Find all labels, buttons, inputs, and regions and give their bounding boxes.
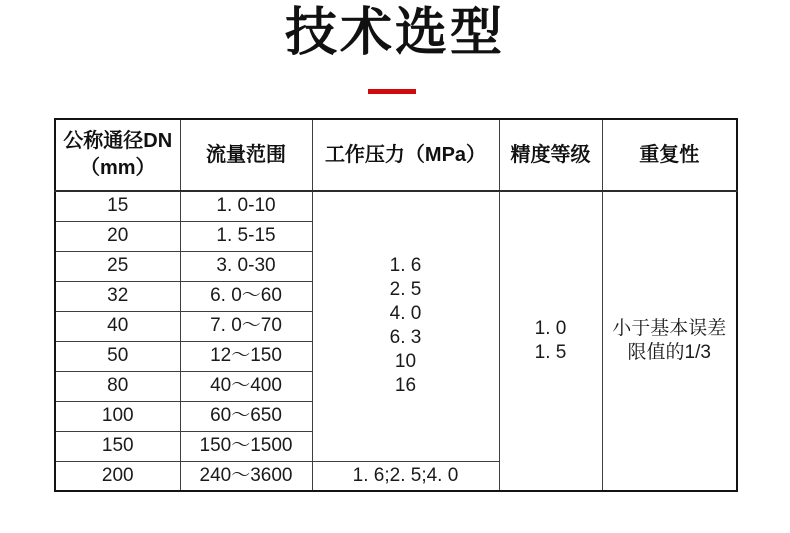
- pressure-value: 4. 0: [389, 303, 422, 325]
- pressure-value: 1. 6: [389, 255, 422, 277]
- pressure-value: 6. 3: [389, 327, 422, 349]
- col-header-repeatability: 重复性: [602, 119, 737, 191]
- flow-cell: 150～1500: [180, 431, 312, 461]
- flow-cell: 40～400: [180, 371, 312, 401]
- pressure-value: 2. 5: [389, 279, 422, 301]
- pressure-value: 16: [394, 375, 417, 397]
- flow-cell: 6. 0～60: [180, 281, 312, 311]
- accuracy-value: 1. 0: [534, 318, 567, 339]
- flow-cell: 1. 0-10: [180, 191, 312, 221]
- spec-table: [54, 118, 738, 492]
- title-accent-bar: [368, 89, 416, 94]
- dn-cell: 15: [55, 191, 180, 221]
- header-row: [55, 119, 737, 191]
- col-header-dn-line1: 公称通径DN: [63, 130, 173, 152]
- pressure-last-row-cell: 1. 6;2. 5;4. 0: [312, 461, 499, 491]
- dn-cell: 20: [55, 221, 180, 251]
- flow-cell: 240～3600: [180, 461, 312, 491]
- table-row: [55, 191, 737, 221]
- col-header-accuracy: 精度等级: [499, 119, 602, 191]
- repeatability-text: 限值的1/3: [627, 342, 711, 363]
- pressure-value: 10: [394, 351, 417, 373]
- dn-cell: 80: [55, 371, 180, 401]
- dn-cell: 150: [55, 431, 180, 461]
- dn-cell: 200: [55, 461, 180, 491]
- flow-cell: 12～150: [180, 341, 312, 371]
- dn-cell: 32: [55, 281, 180, 311]
- dn-cell: 40: [55, 311, 180, 341]
- accuracy-value: 1. 5: [534, 342, 567, 363]
- col-header-flow: 流量范围: [180, 119, 312, 191]
- flow-cell: 60～650: [180, 401, 312, 431]
- col-header-dn: [55, 119, 180, 191]
- col-header-pressure: 工作压力（MPa）: [312, 119, 499, 191]
- page-title: 技术选型: [284, 4, 505, 62]
- accuracy-merged-cell: [499, 191, 602, 491]
- pressure-merged-cell: [312, 191, 499, 461]
- repeatability-merged-cell: [602, 191, 737, 491]
- repeatability-text: 小于基本误差: [612, 318, 727, 339]
- dn-cell: 25: [55, 251, 180, 281]
- flow-cell: 3. 0-30: [180, 251, 312, 281]
- flow-cell: 7. 0～70: [180, 311, 312, 341]
- dn-cell: 50: [55, 341, 180, 371]
- dn-cell: 100: [55, 401, 180, 431]
- flow-cell: 1. 5-15: [180, 221, 312, 251]
- col-header-dn-line2: （mm）: [79, 157, 156, 179]
